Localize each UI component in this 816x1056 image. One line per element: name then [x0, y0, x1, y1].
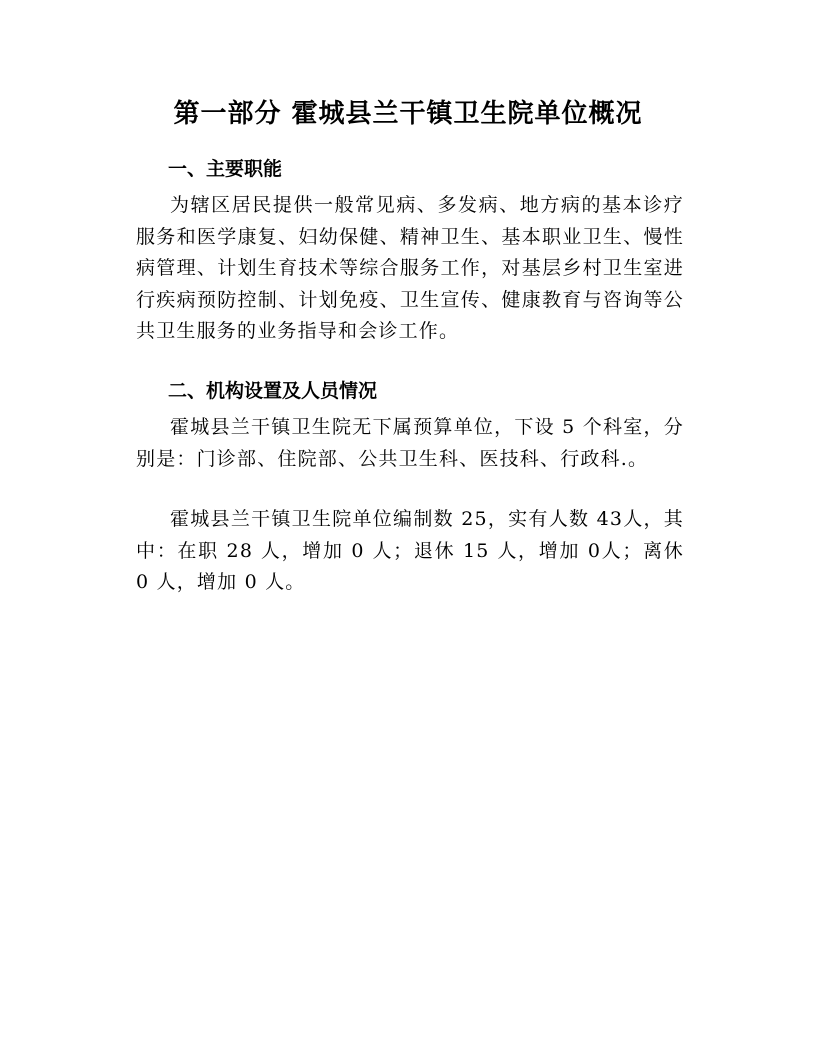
section-heading-organization: 二、机构设置及人员情况 [168, 380, 378, 402]
paragraph-staffing: 霍城县兰干镇卫生院单位编制数 25，实有人数 43人，其中：在职 28 人，增加 0 人；退休 15 人，增加 0人；离休 0 人，增加 0 人。 [136, 508, 684, 593]
paragraph-main-functions: 为辖区居民提供一般常见病、多发病、地方病的基本诊疗服务和医学康复、妇幼保健、精神卫生、基本职业卫生、慢性病管理、计划生育技术等综合服务工作，对基层乡村卫生室进行疾病预防控制、计划免疫、卫生宣传、健康教育与咨询等公共卫生服务的业务指导和会诊工作。 [136, 194, 684, 342]
paragraph-departments: 霍城县兰干镇卫生院无下属预算单位，下设 5 个科室，分别是：门诊部、住院部、公共卫生科、医技科、行政科.。 [136, 416, 684, 470]
section-heading-main-functions: 一、主要职能 [168, 158, 283, 180]
page-title: 第一部分 霍城县兰干镇卫生院单位概况 [173, 99, 643, 129]
